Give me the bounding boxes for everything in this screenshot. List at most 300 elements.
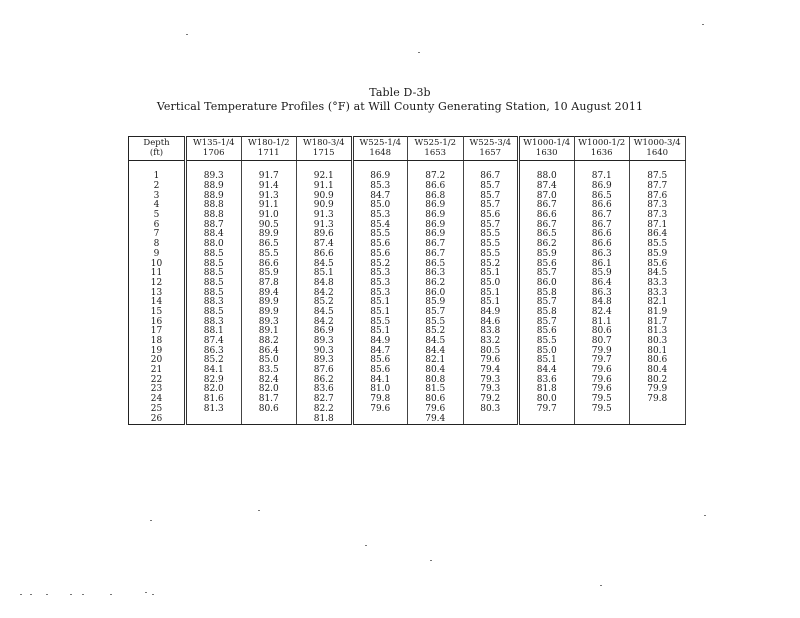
- temperature-cell: 86.5: [241, 240, 297, 250]
- temperature-cell: 83.5: [241, 366, 297, 376]
- column-time: 1657: [479, 147, 502, 158]
- temperature-cell: 92.1: [297, 172, 353, 182]
- temperature-cell: 84.5: [630, 269, 686, 279]
- temperature-cell: 86.9: [408, 230, 464, 240]
- temperature-cell: 89.4: [241, 288, 297, 298]
- temperature-cell: 86.3: [186, 346, 242, 356]
- column-header: [574, 137, 630, 161]
- temperature-cell: 80.7: [574, 337, 630, 347]
- temperature-cell: 85.1: [519, 356, 575, 366]
- temperature-cell: 86.5: [519, 230, 575, 240]
- table-row: [129, 182, 686, 192]
- temperature-cell: 87.1: [630, 220, 686, 230]
- depth-cell: 7: [129, 230, 186, 240]
- spacer-cell: [408, 161, 464, 173]
- temperature-cell: 84.5: [408, 337, 464, 347]
- temperature-cell: 79.2: [463, 395, 519, 405]
- temperature-cell: 86.7: [574, 220, 630, 230]
- temperature-cell: 83.6: [297, 385, 353, 395]
- temperature-cell: [574, 414, 630, 424]
- temperature-cell: 91.0: [241, 211, 297, 221]
- temperature-cell: 84.5: [297, 259, 353, 269]
- temperature-cell: 80.6: [574, 327, 630, 337]
- depth-cell: 12: [129, 279, 186, 289]
- spacer-cell: [519, 161, 575, 173]
- temperature-cell: 86.7: [408, 240, 464, 250]
- temperature-cell: 79.6: [408, 405, 464, 415]
- temperature-cell: 90.5: [241, 220, 297, 230]
- temperature-cell: 88.5: [186, 269, 242, 279]
- temperature-cell: 88.2: [241, 337, 297, 347]
- temperature-cell: [519, 414, 575, 424]
- temperature-cell: 86.6: [574, 230, 630, 240]
- temperature-cell: 79.4: [408, 414, 464, 424]
- spacer-cell: [463, 161, 519, 173]
- temperature-cell: 81.3: [186, 405, 242, 415]
- temperature-cell: 85.6: [352, 356, 408, 366]
- temperature-cell: 89.9: [241, 230, 297, 240]
- column-station: W180-1/2: [247, 137, 290, 148]
- depth-cell: 20: [129, 356, 186, 366]
- temperature-cell: 86.0: [408, 288, 464, 298]
- temperature-cell: 79.5: [574, 395, 630, 405]
- temperature-cell: 87.4: [186, 337, 242, 347]
- temperature-cell: 85.0: [519, 346, 575, 356]
- temperature-cell: 89.3: [297, 356, 353, 366]
- temperature-cell: 86.8: [408, 191, 464, 201]
- temperature-cell: 88.1: [186, 327, 242, 337]
- temperature-cell: 85.7: [519, 269, 575, 279]
- temperature-cell: 79.7: [574, 356, 630, 366]
- temperature-cell: 91.1: [241, 201, 297, 211]
- depth-cell: 15: [129, 308, 186, 318]
- temperature-cell: 79.7: [519, 405, 575, 415]
- temperature-cell: [463, 414, 519, 424]
- temperature-cell: 83.3: [630, 288, 686, 298]
- temperature-cell: 87.5: [630, 172, 686, 182]
- column-time: 1640: [646, 147, 669, 158]
- temperature-cell: 88.5: [186, 308, 242, 318]
- temperature-cell: 80.5: [463, 346, 519, 356]
- table-row: [129, 337, 686, 347]
- temperature-cell: 84.4: [408, 346, 464, 356]
- temperature-cell: 85.6: [519, 259, 575, 269]
- temperature-cell: 81.8: [297, 414, 353, 424]
- depth-cell: 16: [129, 317, 186, 327]
- temperature-cell: 88.8: [186, 211, 242, 221]
- temperature-cell: 86.5: [408, 259, 464, 269]
- temperature-cell: 85.5: [352, 317, 408, 327]
- temperature-cell: 86.9: [574, 182, 630, 192]
- temperature-cell: 86.9: [408, 201, 464, 211]
- temperature-cell: 85.7: [463, 201, 519, 211]
- temperature-cell: 84.1: [186, 366, 242, 376]
- depth-cell: 10: [129, 259, 186, 269]
- depth-cell: 3: [129, 191, 186, 201]
- temperature-cell: 89.1: [241, 327, 297, 337]
- temperature-cell: 83.6: [519, 375, 575, 385]
- temperature-cell: 85.1: [352, 308, 408, 318]
- temperature-cell: 79.6: [574, 385, 630, 395]
- temperature-cell: 85.6: [519, 327, 575, 337]
- column-time: 1653: [424, 147, 447, 158]
- table-row: [129, 211, 686, 221]
- temperature-cell: 86.4: [574, 279, 630, 289]
- temperature-cell: 85.5: [463, 250, 519, 260]
- temperature-cell: 88.3: [186, 317, 242, 327]
- table-body: [129, 161, 686, 425]
- temperature-cell: 84.1: [352, 375, 408, 385]
- temperature-cell: [630, 405, 686, 415]
- depth-cell: 5: [129, 211, 186, 221]
- temperature-cell: 80.0: [519, 395, 575, 405]
- temperature-cell: 85.7: [519, 298, 575, 308]
- temperature-cell: 85.5: [463, 240, 519, 250]
- temperature-cell: 86.6: [574, 201, 630, 211]
- temperature-cell: 89.3: [297, 337, 353, 347]
- temperature-cell: 89.9: [241, 298, 297, 308]
- temperature-cell: 85.5: [630, 240, 686, 250]
- table-row: [129, 279, 686, 289]
- temperature-cell: 85.6: [352, 250, 408, 260]
- temperature-cell: 91.1: [297, 182, 353, 192]
- depth-cell: 8: [129, 240, 186, 250]
- header-row: [129, 137, 686, 161]
- column-time: (ft): [149, 147, 164, 158]
- temperature-cell: 80.6: [408, 395, 464, 405]
- temperature-cell: 85.9: [574, 269, 630, 279]
- temperature-cell: 79.9: [574, 346, 630, 356]
- temperature-cell: 85.6: [352, 240, 408, 250]
- depth-cell: 4: [129, 201, 186, 211]
- temperature-cell: 85.1: [297, 269, 353, 279]
- temperature-cell: 88.5: [186, 259, 242, 269]
- temperature-cell: 83.2: [463, 337, 519, 347]
- temperature-cell: 86.6: [297, 250, 353, 260]
- temperature-cell: 85.7: [463, 220, 519, 230]
- table-row: [129, 414, 686, 424]
- temperature-cell: 79.4: [463, 366, 519, 376]
- column-station: W525-1/2: [414, 137, 456, 148]
- temperature-cell: 88.0: [186, 240, 242, 250]
- column-station: W135-1/4: [192, 137, 235, 148]
- temperature-cell: 81.1: [574, 317, 630, 327]
- temperature-cell: 91.4: [241, 182, 297, 192]
- temperature-cell: 84.6: [463, 317, 519, 327]
- temperature-cell: 82.1: [408, 356, 464, 366]
- temperature-cell: 86.9: [297, 327, 353, 337]
- column-header: [463, 137, 519, 161]
- temperature-cell: 87.3: [630, 211, 686, 221]
- temperature-cell: 81.5: [408, 385, 464, 395]
- spacer-cell: [129, 161, 186, 173]
- temperature-cell: 86.7: [574, 211, 630, 221]
- spacer-cell: [297, 161, 353, 173]
- temperature-cell: 86.3: [574, 288, 630, 298]
- temperature-cell: 84.7: [352, 191, 408, 201]
- temperature-cell: 85.3: [352, 211, 408, 221]
- depth-cell: 19: [129, 346, 186, 356]
- column-header: [241, 137, 297, 161]
- table-row: [129, 405, 686, 415]
- depth-cell: 6: [129, 220, 186, 230]
- temperature-cell: 80.6: [241, 405, 297, 415]
- temperature-cell: 85.3: [352, 279, 408, 289]
- spacer-cell: [352, 161, 408, 173]
- temperature-cell: 79.8: [630, 395, 686, 405]
- temperature-cell: 88.5: [186, 250, 242, 260]
- temperature-cell: 85.3: [352, 288, 408, 298]
- temperature-cell: 83.8: [463, 327, 519, 337]
- depth-cell: 1: [129, 172, 186, 182]
- temperature-cell: 85.8: [519, 288, 575, 298]
- temperature-cell: 80.3: [630, 337, 686, 347]
- temperature-cell: 84.8: [574, 298, 630, 308]
- temperature-cell: 90.9: [297, 191, 353, 201]
- temperature-cell: 84.7: [352, 346, 408, 356]
- column-header: [630, 137, 686, 161]
- temperature-cell: 89.9: [241, 308, 297, 318]
- temperature-cell: 81.0: [352, 385, 408, 395]
- temperature-cell: 85.3: [352, 269, 408, 279]
- temperature-cell: 86.2: [519, 240, 575, 250]
- depth-cell: 23: [129, 385, 186, 395]
- temperature-cell: 81.9: [630, 308, 686, 318]
- temperature-cell: 86.7: [408, 250, 464, 260]
- temperature-cell: 89.3: [186, 172, 242, 182]
- column-time: 1630: [535, 147, 558, 158]
- temperature-cell: 82.4: [241, 375, 297, 385]
- temperature-cell: 87.4: [519, 182, 575, 192]
- table-row: [129, 366, 686, 376]
- temperature-cell: 83.3: [630, 279, 686, 289]
- temperature-cell: 86.2: [297, 375, 353, 385]
- temperature-cell: 79.5: [574, 405, 630, 415]
- temperature-cell: 85.1: [463, 269, 519, 279]
- table-row: [129, 250, 686, 260]
- temperature-cell: 82.0: [241, 385, 297, 395]
- temperature-cell: 85.5: [241, 250, 297, 260]
- depth-cell: 25: [129, 405, 186, 415]
- depth-cell: 13: [129, 288, 186, 298]
- column-time: 1711: [257, 147, 280, 158]
- temperature-cell: 88.9: [186, 191, 242, 201]
- temperature-cell: 85.2: [408, 327, 464, 337]
- temperature-cell: 91.7: [241, 172, 297, 182]
- column-time: 1648: [369, 147, 392, 158]
- temperature-cell: 91.3: [241, 191, 297, 201]
- temperature-cell: 87.2: [408, 172, 464, 182]
- temperature-cell: 85.8: [519, 308, 575, 318]
- temperature-cell: 91.3: [297, 220, 353, 230]
- temperature-cell: 79.9: [630, 385, 686, 395]
- spacer-row: [129, 161, 686, 173]
- temperature-cell: 79.6: [352, 405, 408, 415]
- spacer-cell: [186, 161, 242, 173]
- temperature-cell: 80.2: [630, 375, 686, 385]
- temperature-cell: 85.6: [630, 259, 686, 269]
- temperature-cell: 85.7: [463, 191, 519, 201]
- temperature-cell: 88.9: [186, 182, 242, 192]
- temperature-cell: 79.6: [463, 356, 519, 366]
- temperature-cell: 82.1: [630, 298, 686, 308]
- temperature-cell: 86.9: [408, 211, 464, 221]
- column-station: W1000-1/4: [523, 137, 571, 148]
- column-station: W525-3/4: [469, 137, 511, 148]
- temperature-cell: 85.9: [408, 298, 464, 308]
- temperature-cell: [630, 414, 686, 424]
- column-station: W1000-3/4: [633, 137, 681, 148]
- temperature-cell: 85.0: [352, 201, 408, 211]
- temperature-cell: 88.3: [186, 298, 242, 308]
- temperature-cell: 85.1: [463, 298, 519, 308]
- temperature-cell: 90.3: [297, 346, 353, 356]
- spacer-cell: [574, 161, 630, 173]
- temperature-cell: 85.5: [352, 230, 408, 240]
- temperature-cell: 84.4: [519, 366, 575, 376]
- temperature-cell: 84.2: [297, 288, 353, 298]
- temperature-cell: [241, 414, 297, 424]
- temperature-cell: 80.4: [408, 366, 464, 376]
- temperature-cell: 82.4: [574, 308, 630, 318]
- depth-cell: 11: [129, 269, 186, 279]
- temperature-cell: 79.6: [574, 375, 630, 385]
- temperature-cell: 84.9: [463, 308, 519, 318]
- temperature-cell: 85.0: [463, 279, 519, 289]
- temperature-cell: 91.3: [297, 211, 353, 221]
- spacer-cell: [630, 161, 686, 173]
- temperature-cell: 86.9: [408, 220, 464, 230]
- column-station: W1000-1/2: [578, 137, 626, 148]
- temperature-cell: 87.8: [241, 279, 297, 289]
- temperature-cell: 86.3: [408, 269, 464, 279]
- temperature-cell: 84.9: [352, 337, 408, 347]
- temperature-cell: 85.5: [408, 317, 464, 327]
- temperature-cell: 82.9: [186, 375, 242, 385]
- temperature-cell: 88.5: [186, 288, 242, 298]
- temperature-cell: 88.4: [186, 230, 242, 240]
- temperature-cell: 87.4: [297, 240, 353, 250]
- depth-cell: 17: [129, 327, 186, 337]
- temperature-cell: 85.4: [352, 220, 408, 230]
- temperature-cell: 86.0: [519, 279, 575, 289]
- temperature-cell: 85.3: [352, 182, 408, 192]
- temperature-cell: 86.4: [241, 346, 297, 356]
- column-time: 1715: [312, 147, 335, 158]
- temperature-cell: 86.2: [408, 279, 464, 289]
- temperature-cell: 82.0: [186, 385, 242, 395]
- temperature-cell: 81.3: [630, 327, 686, 337]
- temperature-cell: 85.9: [630, 250, 686, 260]
- temperature-cell: 85.1: [352, 298, 408, 308]
- temperature-cell: 85.7: [463, 182, 519, 192]
- temperature-cell: 86.6: [408, 182, 464, 192]
- temperature-cell: 81.7: [241, 395, 297, 405]
- temperature-cell: 88.0: [519, 172, 575, 182]
- column-header: [408, 137, 464, 161]
- depth-cell: 9: [129, 250, 186, 260]
- depth-cell: 14: [129, 298, 186, 308]
- column-time: 1636: [590, 147, 613, 158]
- table-subtitle: Vertical Temperature Profiles (°F) at Will County Generating Station, 10 August 2011: [156, 100, 644, 113]
- temperature-cell: 84.2: [297, 317, 353, 327]
- temperature-cell: [352, 414, 408, 424]
- temperature-cell: 89.6: [297, 230, 353, 240]
- depth-cell: 18: [129, 337, 186, 347]
- column-header: [297, 137, 353, 161]
- temperature-cell: 87.6: [297, 366, 353, 376]
- temperature-cell: 82.7: [297, 395, 353, 405]
- temperature-cell: 86.7: [463, 172, 519, 182]
- temperature-cell: 85.2: [297, 298, 353, 308]
- column-station: Depth: [143, 137, 170, 148]
- temperature-cell: 90.9: [297, 201, 353, 211]
- temperature-cell: 85.5: [463, 230, 519, 240]
- column-station: W180-3/4: [302, 137, 345, 148]
- column-header: [129, 137, 186, 161]
- temperature-cell: 79.6: [574, 366, 630, 376]
- temperature-cell: [186, 414, 242, 424]
- depth-cell: 24: [129, 395, 186, 405]
- depth-cell: 22: [129, 375, 186, 385]
- temperature-cell: 85.7: [408, 308, 464, 318]
- temperature-cell: 85.6: [463, 211, 519, 221]
- temperature-cell: 85.9: [519, 250, 575, 260]
- temperature-cell: 85.1: [352, 327, 408, 337]
- temperature-cell: 86.6: [519, 211, 575, 221]
- depth-cell: 26: [129, 414, 186, 424]
- temperature-cell: 85.0: [241, 356, 297, 366]
- table-title: Table D-3b: [369, 86, 431, 99]
- temperature-cell: 85.2: [352, 259, 408, 269]
- table-row: [129, 308, 686, 318]
- temperature-cell: 87.0: [519, 191, 575, 201]
- temperature-cell: 80.6: [630, 356, 686, 366]
- temperature-cell: 81.6: [186, 395, 242, 405]
- temperature-cell: 84.5: [297, 308, 353, 318]
- temperature-cell: 86.7: [519, 220, 575, 230]
- temperature-cell: 80.1: [630, 346, 686, 356]
- depth-cell: 2: [129, 182, 186, 192]
- spacer-cell: [241, 161, 297, 173]
- temperature-cell: 88.5: [186, 279, 242, 289]
- temperature-cell: 89.3: [241, 317, 297, 327]
- temperature-cell: 80.4: [630, 366, 686, 376]
- column-header: [352, 137, 408, 161]
- column-header: [519, 137, 575, 161]
- temperature-cell: 85.2: [463, 259, 519, 269]
- temperature-cell: 86.7: [519, 201, 575, 211]
- temperature-cell: 85.2: [186, 356, 242, 366]
- column-header: [186, 137, 242, 161]
- temperature-cell: 86.9: [352, 172, 408, 182]
- temperature-cell: 85.9: [241, 269, 297, 279]
- temperature-cell: 88.7: [186, 220, 242, 230]
- temperature-cell: 88.8: [186, 201, 242, 211]
- temperature-cell: 79.3: [463, 375, 519, 385]
- temperature-cell: 81.8: [519, 385, 575, 395]
- temperature-cell: 86.5: [574, 191, 630, 201]
- temperature-cell: 80.3: [463, 405, 519, 415]
- temperature-cell: 80.8: [408, 375, 464, 385]
- depth-cell: 21: [129, 366, 186, 376]
- temperature-cell: 81.7: [630, 317, 686, 327]
- temperature-cell: 84.8: [297, 279, 353, 289]
- column-station: W525-1/4: [359, 137, 401, 148]
- temperature-cell: 86.1: [574, 259, 630, 269]
- temperature-cell: 82.2: [297, 405, 353, 415]
- temperature-cell: 85.7: [519, 317, 575, 327]
